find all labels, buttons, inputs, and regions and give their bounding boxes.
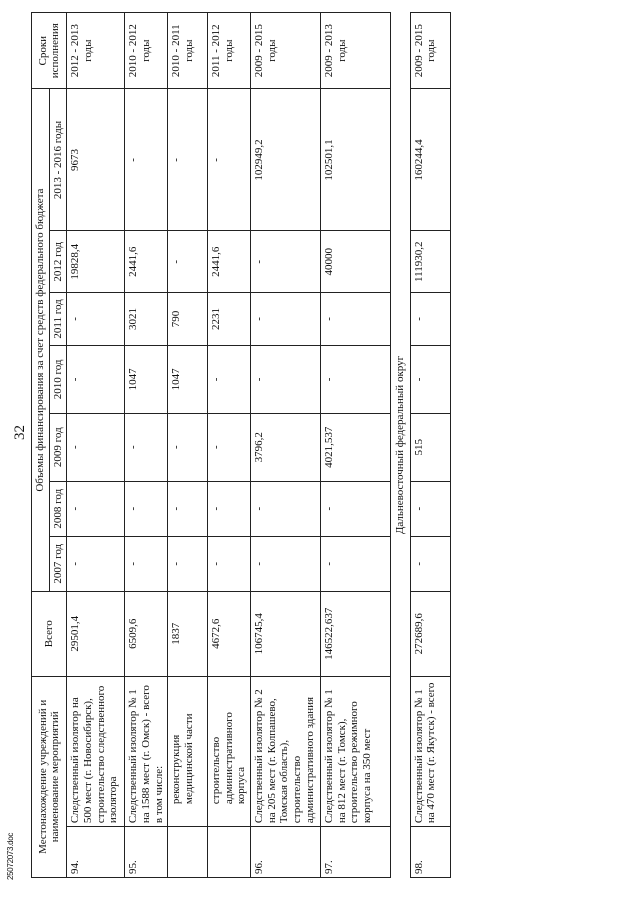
row-2007: - bbox=[251, 536, 321, 591]
table-row bbox=[251, 13, 321, 878]
row-2007: - bbox=[125, 536, 168, 591]
row-2009: 515 bbox=[410, 413, 450, 481]
row-2009: - bbox=[67, 413, 125, 481]
row-2009: - bbox=[125, 413, 168, 481]
row-2007: - bbox=[208, 536, 251, 591]
row-2012: 19828,4 bbox=[67, 231, 125, 292]
row-2010: - bbox=[67, 345, 125, 413]
row-deadline: 2009 - 2015 годы bbox=[251, 13, 321, 89]
row-2008: - bbox=[410, 481, 450, 536]
table-row bbox=[67, 13, 125, 878]
row-2010: - bbox=[251, 345, 321, 413]
row-2011: - bbox=[67, 292, 125, 345]
row-2009: - bbox=[208, 413, 251, 481]
row-name: Следственный изолятор № 1 на 470 мест (г. Якутск) - всего bbox=[410, 676, 450, 827]
row-2010: - bbox=[410, 345, 450, 413]
row-2011: - bbox=[410, 292, 450, 345]
row-index: 96. bbox=[251, 827, 321, 878]
row-total: 6509,6 bbox=[125, 591, 168, 676]
header-year-2007: 2007 год bbox=[49, 536, 67, 591]
row-2009: - bbox=[168, 413, 208, 481]
footer-file-code: 25072073.doc bbox=[6, 832, 15, 880]
row-2008: - bbox=[67, 481, 125, 536]
row-2011: 2231 bbox=[208, 292, 251, 345]
row-2009: 3796,2 bbox=[251, 413, 321, 481]
row-2008: - bbox=[208, 481, 251, 536]
row-index bbox=[168, 827, 208, 878]
row-2012: 2441,6 bbox=[125, 231, 168, 292]
row-index: 98. bbox=[410, 827, 450, 878]
row-2013-2016: 160244,4 bbox=[410, 89, 450, 231]
financing-table bbox=[31, 12, 606, 878]
header-year-2013-2016: 2013 - 2016 годы bbox=[49, 89, 67, 231]
row-2010: 1047 bbox=[168, 345, 208, 413]
header-location: Местонахождение учреждений и наименование мероприятий bbox=[32, 676, 67, 877]
row-2010: 1047 bbox=[125, 345, 168, 413]
row-name: Следственный изолятор № 1 на 1588 мест (г. Омск) - всего в том числе: bbox=[125, 676, 168, 827]
row-total: 272689,6 bbox=[410, 591, 450, 676]
row-2012: 111930,2 bbox=[410, 231, 450, 292]
row-2012: - bbox=[168, 231, 208, 292]
table-row bbox=[208, 13, 251, 878]
row-2007: - bbox=[168, 536, 208, 591]
row-deadline: 2010 - 2011 годы bbox=[168, 13, 208, 89]
row-index bbox=[208, 827, 251, 878]
row-2013-2016: 9673 bbox=[67, 89, 125, 231]
row-index: 94. bbox=[67, 827, 125, 878]
header-year-2009: 2009 год bbox=[49, 413, 67, 481]
row-2010: - bbox=[321, 345, 391, 413]
row-2008: - bbox=[125, 481, 168, 536]
header-year-2011: 2011 год bbox=[49, 292, 67, 345]
row-2013-2016: 102949,2 bbox=[251, 89, 321, 231]
row-2007: - bbox=[410, 536, 450, 591]
row-index: 95. bbox=[125, 827, 168, 878]
row-total: 146522,637 bbox=[321, 591, 391, 676]
header-year-2012: 2012 год bbox=[49, 231, 67, 292]
row-deadline: 2010 - 2012 годы bbox=[125, 13, 168, 89]
row-deadline: 2012 - 2013 годы bbox=[67, 13, 125, 89]
header-deadline: Сроки исполнения bbox=[32, 13, 67, 89]
table-row bbox=[321, 13, 391, 878]
row-2007: - bbox=[67, 536, 125, 591]
row-2011: - bbox=[251, 292, 321, 345]
row-2013-2016: - bbox=[168, 89, 208, 231]
row-name: Следственный изолятор № 2 на 205 мест (г. Колпашево, Томская область), строительство административного здания bbox=[251, 676, 321, 827]
row-2012: 2441,6 bbox=[208, 231, 251, 292]
row-2013-2016: - bbox=[208, 89, 251, 231]
row-2012: 40000 bbox=[321, 231, 391, 292]
table-row bbox=[168, 13, 208, 878]
page-number: 32 bbox=[12, 425, 28, 440]
row-total: 1837 bbox=[168, 591, 208, 676]
row-deadline: 2011 - 2012 годы bbox=[208, 13, 251, 89]
table-row bbox=[410, 13, 450, 878]
row-2009: 4021,537 bbox=[321, 413, 391, 481]
row-2008: - bbox=[321, 481, 391, 536]
row-deadline: 2009 - 2013 годы bbox=[321, 13, 391, 89]
row-name: Следственный изолятор № 1 на 812 мест (г. Томск), строительство режимного корпуса на 350 мест bbox=[321, 676, 391, 827]
row-2010: - bbox=[208, 345, 251, 413]
row-name: реконструкция медицинской части bbox=[168, 676, 208, 827]
row-2008: - bbox=[168, 481, 208, 536]
row-total: 106745,4 bbox=[251, 591, 321, 676]
region-row bbox=[391, 13, 411, 878]
row-total: 29501,4 bbox=[67, 591, 125, 676]
header-year-2010: 2010 год bbox=[49, 345, 67, 413]
row-2011: 3021 bbox=[125, 292, 168, 345]
header-year-2008: 2008 год bbox=[49, 481, 67, 536]
row-index: 97. bbox=[321, 827, 391, 878]
header-funding-group: Объемы финансирования за счет средств федерального бюджета bbox=[32, 89, 50, 591]
row-2012: - bbox=[251, 231, 321, 292]
row-2008: - bbox=[251, 481, 321, 536]
row-name: строительство административного корпуса bbox=[208, 676, 251, 827]
table-row bbox=[125, 13, 168, 878]
row-2007: - bbox=[321, 536, 391, 591]
row-name: Следственный изолятор на 500 мест (г. Новосибирск), строительство следственного изолятора bbox=[67, 676, 125, 827]
row-2013-2016: 102501,1 bbox=[321, 89, 391, 231]
row-2011: 790 bbox=[168, 292, 208, 345]
row-2013-2016: - bbox=[125, 89, 168, 231]
row-total: 4672,6 bbox=[208, 591, 251, 676]
header-total: Всего bbox=[32, 591, 67, 676]
row-deadline: 2009 - 2015 годы bbox=[410, 13, 450, 89]
region-heading: Дальневосточный федеральный округ bbox=[391, 13, 411, 878]
header-row-1 bbox=[32, 13, 50, 878]
row-2011: - bbox=[321, 292, 391, 345]
